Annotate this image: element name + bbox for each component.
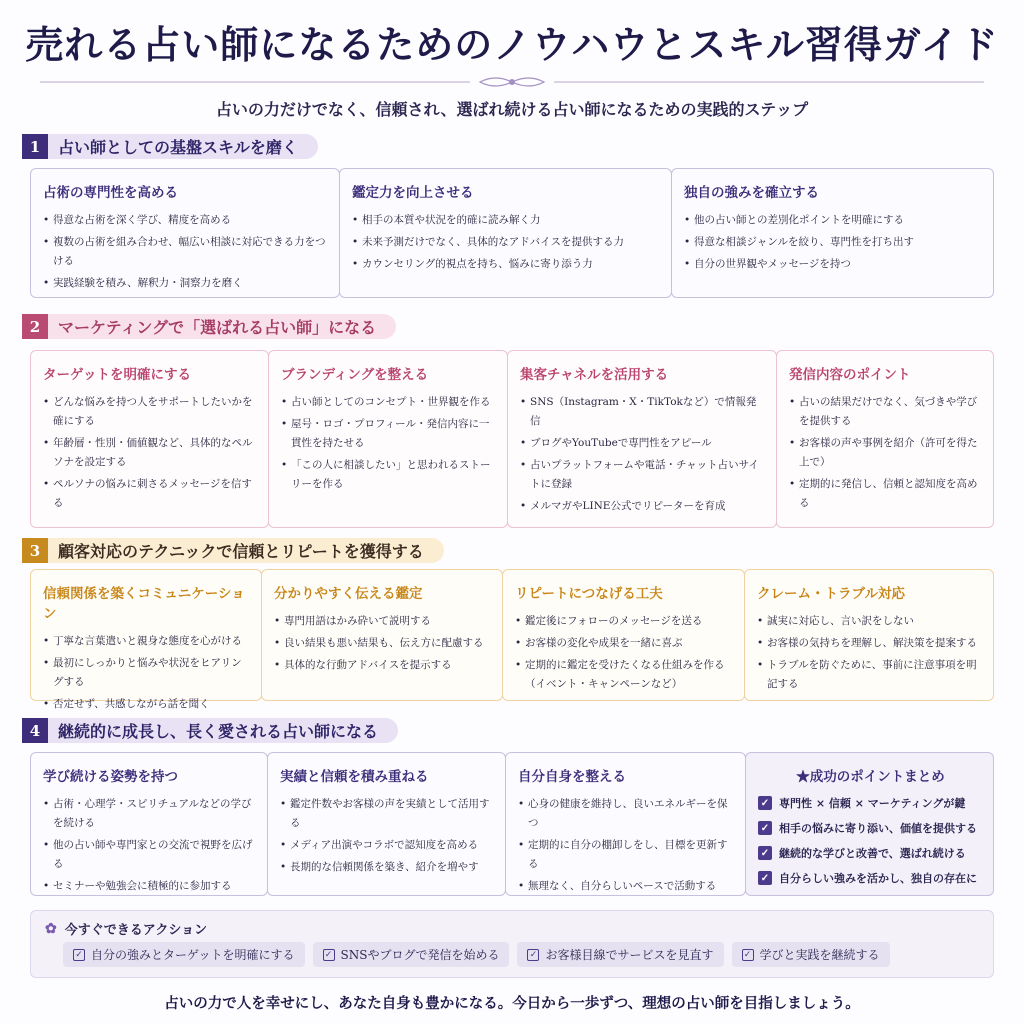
- section-2-header: [22, 314, 396, 339]
- section-1-header: [22, 134, 318, 159]
- card-title: 信頼関係を築くコミュニケーション: [43, 586, 245, 622]
- action-item-label: SNSやブログで発信を始める: [340, 948, 500, 962]
- list-item: • 定期的に発信し、信頼と認知度を高める: [789, 475, 983, 513]
- list-item: • セミナーや勉強会に積極的に参加する: [43, 877, 257, 896]
- list-item: • 丁寧な言葉遣いと親身な態度を心がける: [43, 632, 251, 651]
- card: [507, 350, 777, 528]
- summary-card: [745, 752, 994, 896]
- card: [505, 752, 746, 896]
- summary-item: [758, 870, 983, 886]
- list-item: • 定期的に鑑定を受けたくなる仕組みを作る（イベント・キャンペーンなど）: [515, 656, 734, 694]
- action-item-label: お客様目線でサービスを見直す: [545, 948, 714, 962]
- section-number: 3: [22, 538, 48, 563]
- section-title: マーケティングで「選ばれる占い師」になる: [48, 314, 396, 339]
- checkbox-checked-icon: ✓: [758, 821, 772, 835]
- list-item: • SNS（Instagram・X・TikTokなど）で情報発信: [520, 393, 766, 431]
- list-item: • トラブルを防ぐために、事前に注意事項を明記する: [757, 656, 983, 694]
- list-item: • どんな悩みを持つ人をサポートしたいかを確にする: [43, 393, 258, 431]
- section-title: 継続的に成長し、長く愛される占い師になる: [48, 718, 398, 743]
- list-item: • お客様の変化や成果を一緒に喜ぶ: [515, 634, 734, 653]
- summary-item-label: 自分らしい強みを活かし、独自の存在に: [779, 872, 977, 885]
- summary-item-label: 継続的な学びと改善で、選ばれ続ける: [779, 847, 966, 860]
- list-item: • 占術・心理学・スピリチュアルなどの学びを続ける: [43, 795, 257, 833]
- summary-item: [758, 845, 983, 861]
- card: [30, 168, 340, 298]
- list-item: • 心身の健康を維持し、良いエネルギーを保つ: [518, 795, 735, 833]
- card-title: 集客チャネルを活用する: [520, 367, 669, 383]
- checkbox-icon: ✓: [527, 949, 539, 961]
- list-item: • 得意な相談ジャンルを絞り、専門性を打ち出す: [684, 233, 983, 252]
- list-item: • ペルソナの悩みに刺さるメッセージを信する: [43, 475, 258, 513]
- card: [30, 752, 268, 896]
- checkbox-icon: ✓: [742, 949, 754, 961]
- card-title: 自分自身を整える: [518, 769, 626, 785]
- list-item: • 実践経験を積み、解釈力・洞察力を磨く: [43, 274, 329, 293]
- action-item-label: 自分の強みとターゲットを明確にする: [91, 948, 295, 962]
- action-item: [517, 942, 723, 967]
- list-item: • お客様の声や事例を紹介（許可を得た上で）: [789, 434, 983, 472]
- list-item: • 未来予測だけでなく、具体的なアドバイスを提供する力: [352, 233, 661, 252]
- card: [502, 569, 745, 701]
- card: [261, 569, 503, 701]
- page-subtitle: 占いの力だけでなく、信頼され、選ばれ続ける占い師になるための実践的ステップ: [215, 100, 809, 119]
- list-item: • 占い師としてのコンセプト・世界観を作る: [281, 393, 497, 412]
- list-item: • 鑑定後にフォローのメッセージを送る: [515, 612, 734, 631]
- card: [671, 168, 994, 298]
- section-title: 顧客対応のテクニックで信頼とリピートを獲得する: [48, 538, 444, 563]
- action-item: [313, 942, 510, 967]
- ornament-divider: [40, 72, 984, 92]
- list-item: • 鑑定件数やお客様の声を実績として活用する: [280, 795, 495, 833]
- list-item: • 相手の本質や状況を的確に読み解く力: [352, 211, 661, 230]
- card-title: 発信内容のポイント: [789, 367, 911, 383]
- list-item: • 他の占い師との差別化ポイントを明確にする: [684, 211, 983, 230]
- list-item: • 占いの結果だけでなく、気づきや学びを提供する: [789, 393, 983, 431]
- list-item: • 得意な占術を深く学び、精度を高める: [43, 211, 329, 230]
- card: [267, 752, 506, 896]
- card-title: リピートにつなげる工夫: [515, 586, 663, 602]
- card: [268, 350, 508, 528]
- list-item: • 最初にしっかりと悩みや状況をヒアリングする: [43, 654, 251, 692]
- list-item: • 良い結果も悪い結果も、伝え方に配慮する: [274, 634, 492, 653]
- section-title: 占い師としての基盤スキルを磨く: [48, 134, 318, 159]
- list-item: • 長期的な信頼関係を築き、紹介を増やす: [280, 858, 495, 877]
- checkbox-icon: ✓: [323, 949, 335, 961]
- card: [30, 569, 262, 710]
- list-item: • ブログやYouTubeで専門性をアピール: [520, 434, 766, 453]
- list-item: • メディア出演やコラボで認知度を高める: [280, 836, 495, 855]
- card: [30, 350, 269, 528]
- summary-title: ★成功のポイントまとめ: [796, 769, 945, 785]
- list-item: • 他の占い師や専門家との交流で視野を広げる: [43, 836, 257, 874]
- section-number: 2: [22, 314, 48, 339]
- footer-message: 占いの力で人を幸せにし、あなた自身も豊かになる。今日から一歩ずつ、理想の占い師を目指しましょう。: [164, 995, 860, 1012]
- section-number: 1: [22, 134, 48, 159]
- action-panel: [30, 910, 994, 978]
- checkbox-checked-icon: ✓: [758, 796, 772, 810]
- action-item: [63, 942, 305, 967]
- list-item: • 誠実に対応し、言い訳をしない: [757, 612, 983, 631]
- list-item: • 「この人に相談したい」と思われるストーリーを作る: [281, 456, 497, 494]
- list-item: • 年齢層・性別・価値観など、具体的なペルソナを設定する: [43, 434, 258, 472]
- checkbox-checked-icon: ✓: [758, 846, 772, 860]
- list-item: • メルマガやLINE公式でリピーターを育成: [520, 497, 766, 516]
- card-title: 鑑定力を向上させる: [352, 185, 474, 201]
- card-title: クレーム・トラブル対応: [757, 586, 905, 602]
- card: [776, 350, 994, 528]
- card-title: 分かりやすく伝える鑑定: [274, 586, 423, 602]
- summary-item-label: 専門性 × 信頼 × マーケティングが鍵: [779, 797, 966, 810]
- action-item-label: 学びと実践を継続する: [759, 948, 880, 962]
- summary-item: [758, 820, 983, 836]
- action-title: 今すぐできるアクション: [64, 923, 208, 938]
- list-item: • 占いプラットフォームや電話・チャット占いサイトに登録: [520, 456, 766, 494]
- list-item: • カウンセリング的視点を持ち、悩みに寄り添う力: [352, 255, 661, 274]
- card: [744, 569, 994, 701]
- card-title: 独自の強みを確立する: [684, 185, 819, 201]
- list-item: • お客様の気持ちを理解し、解決策を提案する: [757, 634, 983, 653]
- section-3-header: [22, 538, 444, 563]
- card-title: ブランディングを整える: [281, 367, 429, 383]
- card-title: 占術の専門性を高める: [43, 185, 178, 201]
- page-title: 売れる占い師になるためのノウハウとスキル習得ガイド: [25, 22, 999, 67]
- list-item: • 無理なく、自分らしいペースで活動する: [518, 877, 735, 896]
- list-item: • 複数の占術を組み合わせ、幅広い相談に対応できる力をつける: [43, 233, 329, 271]
- section-4-header: [22, 718, 398, 743]
- summary-item: [758, 795, 983, 811]
- list-item: • 屋号・ロゴ・プロフィール・発信内容に一貫性を持たせる: [281, 415, 497, 453]
- action-item: [732, 942, 890, 967]
- card-title: 学び続ける姿勢を持つ: [43, 769, 178, 785]
- action-header: [45, 919, 207, 938]
- checkbox-icon: ✓: [73, 949, 85, 961]
- card-title: 実績と信頼を積み重ねる: [280, 769, 429, 785]
- flower-icon: ✿: [45, 920, 57, 937]
- checkbox-checked-icon: ✓: [758, 871, 772, 885]
- list-item: • 具体的な行動アドバイスを提示する: [274, 656, 492, 675]
- list-item: • 定期的に自分の棚卸しをし、目標を更新する: [518, 836, 735, 874]
- section-number: 4: [22, 718, 48, 743]
- list-item: • 自分の世界観やメッセージを持つ: [684, 255, 983, 274]
- card-title: ターゲットを明確にする: [43, 367, 191, 383]
- card: [339, 168, 672, 298]
- summary-item-label: 相手の悩みに寄り添い、価値を提供する: [779, 822, 977, 835]
- list-item: • 否定せず、共感しながら話を聞く: [43, 695, 251, 714]
- list-item: • 専門用語はかみ砕いて説明する: [274, 612, 492, 631]
